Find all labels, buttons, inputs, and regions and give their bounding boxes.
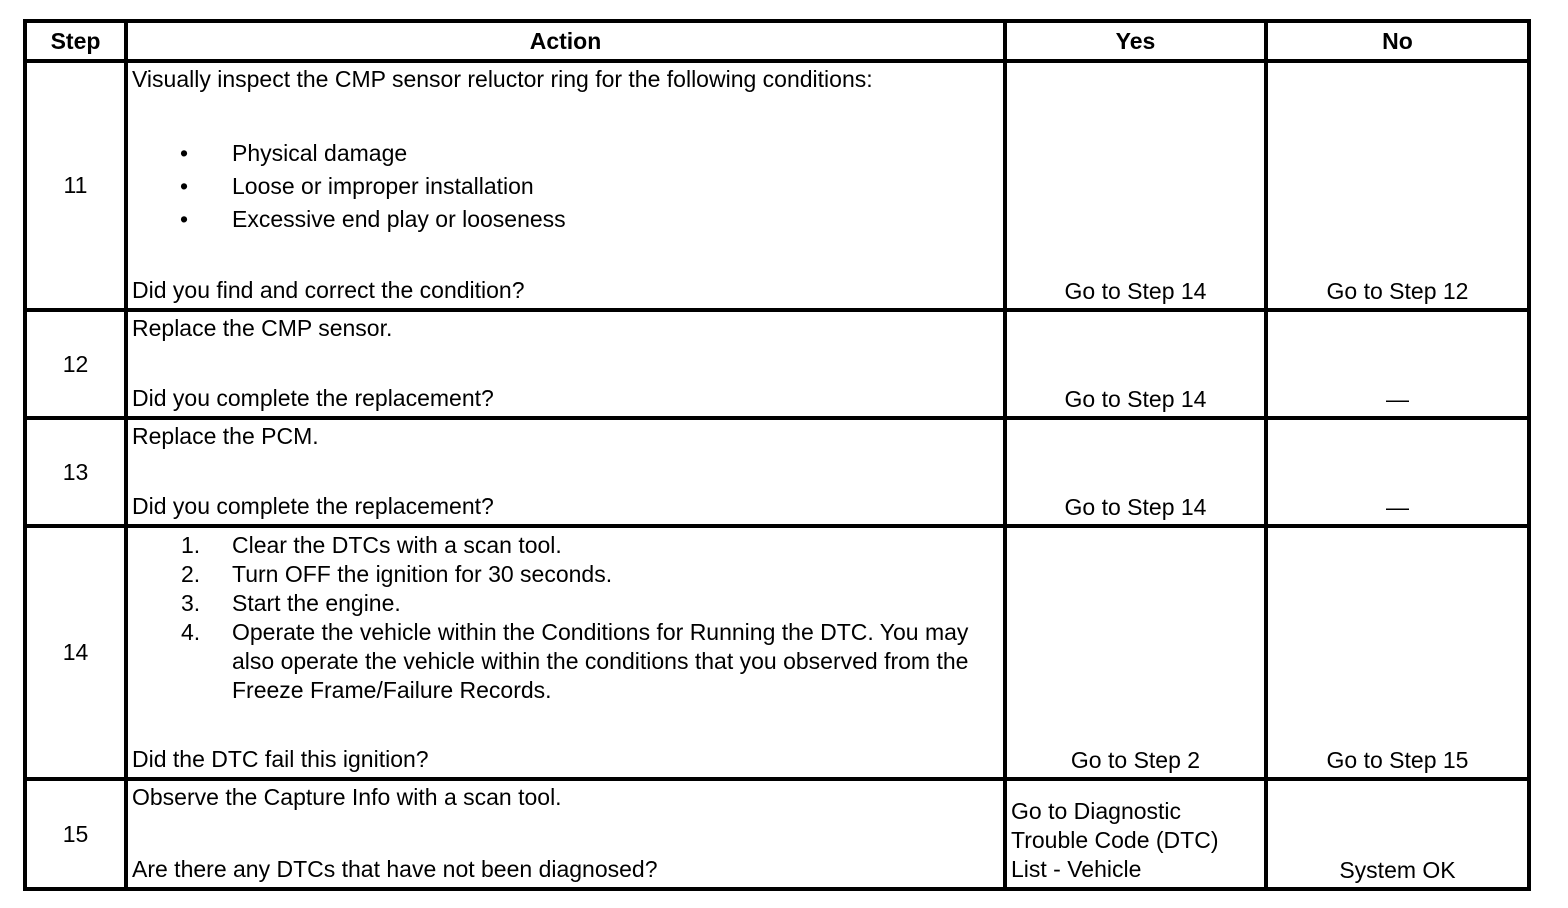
table-row (25, 526, 1529, 779)
action-question: Did you find and correct the condition? (132, 277, 525, 303)
action-question: Did you complete the replacement? (132, 493, 494, 519)
action-cell (126, 526, 1005, 779)
bullet-icon: • (180, 140, 189, 166)
action-cell (126, 418, 1005, 526)
bullet-icon: • (180, 206, 189, 232)
no-result: System OK (1266, 779, 1529, 889)
yes-result: Go to Step 14 (1005, 61, 1266, 310)
list-item: 2. Turn OFF the ignition for 30 seconds. (181, 561, 613, 587)
no-result: Go to Step 12 (1266, 61, 1529, 310)
bullet-icon: • (180, 173, 189, 199)
step-number: 15 (25, 779, 126, 889)
procedure-list (132, 531, 999, 705)
no-result: Go to Step 15 (1266, 526, 1529, 779)
step-number: 13 (25, 418, 126, 526)
step-number: 14 (25, 526, 126, 779)
yes-result: Go to Step 2 (1005, 526, 1266, 779)
action-intro: Observe the Capture Info with a scan tool. (132, 784, 562, 810)
no-result: — (1266, 418, 1529, 526)
list-item: 4. Operate the vehicle within the Conditions for Running the DTC. You may also operate the vehicle within the conditions that you observed from the Freeze Frame/Failure Records. (181, 619, 969, 703)
list-item: • Loose or improper installation (132, 170, 999, 203)
action-question: Did you complete the replacement? (132, 385, 494, 411)
action-intro: Visually inspect the CMP sensor reluctor ring for the following conditions: (132, 66, 873, 92)
action-question: Did the DTC fail this ignition? (132, 746, 429, 772)
header-yes: Yes (1005, 21, 1266, 61)
action-intro: Replace the CMP sensor. (132, 315, 393, 341)
no-result: — (1266, 310, 1529, 418)
header-row (25, 21, 1529, 61)
action-cell (126, 310, 1005, 418)
table-row (25, 418, 1529, 526)
diagnostic-table (23, 19, 1531, 891)
yes-result: Go to Step 14 (1005, 310, 1266, 418)
action-question: Are there any DTCs that have not been diagnosed? (132, 856, 658, 882)
table-row (25, 61, 1529, 310)
table-row (25, 310, 1529, 418)
header-step: Step (25, 21, 126, 61)
yes-result: Go to Diagnostic Trouble Code (DTC) List - Vehicle (1005, 779, 1266, 889)
header-no: No (1266, 21, 1529, 61)
list-item: 3. Start the engine. (181, 590, 401, 616)
table-row (25, 779, 1529, 889)
list-item: • Physical damage (132, 137, 999, 170)
condition-list (132, 137, 999, 236)
list-item: • Excessive end play or looseness (132, 203, 999, 236)
yes-result: Go to Step 14 (1005, 418, 1266, 526)
action-cell (126, 61, 1005, 310)
action-cell (126, 779, 1005, 889)
step-number: 11 (25, 61, 126, 310)
step-number: 12 (25, 310, 126, 418)
action-intro: Replace the PCM. (132, 423, 319, 449)
list-item: 1. Clear the DTCs with a scan tool. (181, 532, 562, 558)
header-action: Action (126, 21, 1005, 61)
